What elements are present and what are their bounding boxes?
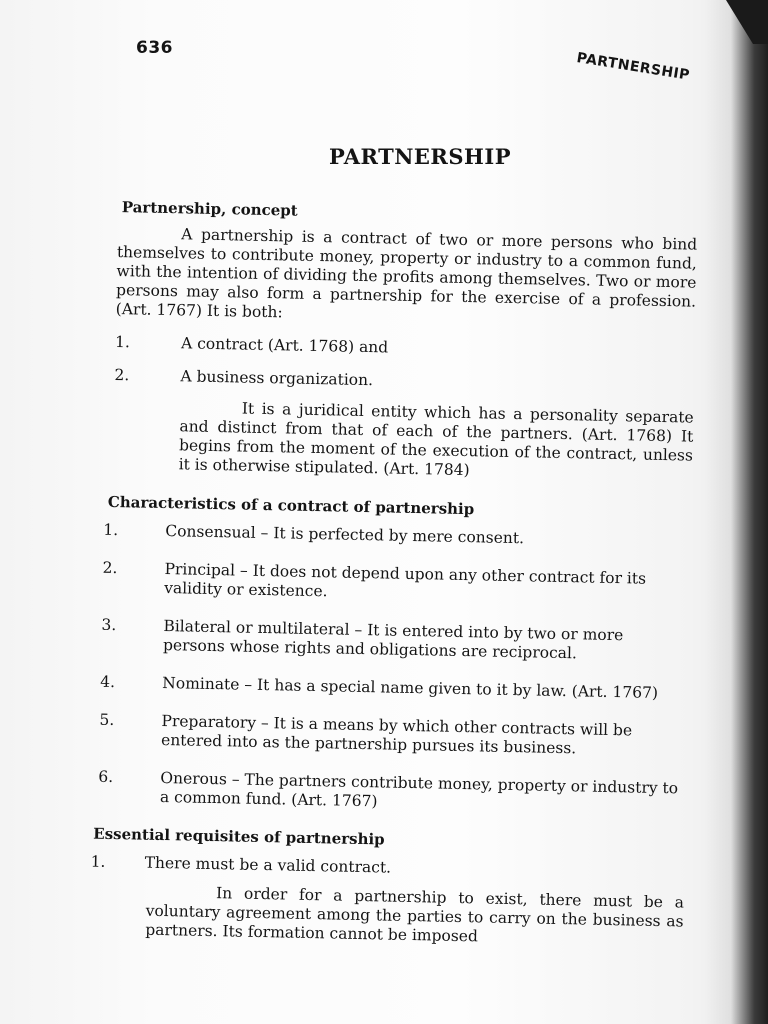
characteristics-list	[98, 521, 692, 818]
list-number: 1.	[90, 852, 106, 871]
list-text: A business organization.	[180, 367, 374, 390]
chapter-title: PARTNERSHIP	[328, 144, 512, 169]
list-item	[99, 711, 688, 761]
list-item	[101, 616, 690, 666]
page-number: 636	[136, 38, 173, 58]
concept-paragraph: A partnership is a contract of two or more persons who bind themselves to contribute money, property or industry to a common fund, with the intention of dividing the profits among themselves. Two or more persons may also form a partnership for the exercise of a profession. (Art. 1767) It is both:	[115, 225, 698, 322]
list-number: 4.	[100, 672, 116, 692]
section-heading-requisites: Essential requisites of partnership	[93, 824, 385, 849]
list-text: Preparatory – It is a means by which other contracts will be entered into as the partnership pursues its business.	[160, 711, 633, 758]
list-number: 2.	[102, 558, 118, 578]
valid-contract-paragraph: In order for a partnership to exist, there must be a voluntary agreement among the parties to carry on the business as partners. Its formation cannot be imposed	[145, 884, 685, 946]
list-text: Principal – It does not depend upon any other contract for its validity or existence.	[164, 560, 647, 601]
list-text: A contract (Art. 1768) and	[180, 334, 389, 357]
list-item	[98, 768, 687, 818]
list-number: 1.	[103, 520, 119, 540]
page-body	[90, 198, 698, 950]
section-heading-characteristics: Characteristics of a contract of partnership	[107, 492, 475, 519]
list-text: Nominate – It has a special name given to it by law. (Art. 1767)	[162, 673, 659, 702]
section-heading-concept: Partnership, concept	[121, 198, 298, 220]
list-item	[100, 673, 688, 704]
list-item	[103, 521, 691, 552]
list-number: 3.	[101, 615, 117, 635]
list-number: 5.	[99, 710, 115, 730]
list-number: 1.	[114, 332, 131, 352]
list-item	[90, 853, 684, 884]
list-text: There must be a valid contract.	[144, 853, 392, 877]
running-header: PARTNERSHIP	[575, 50, 691, 84]
list-item	[115, 333, 695, 364]
list-item	[102, 559, 691, 609]
list-item	[114, 366, 694, 397]
list-number: 2.	[114, 365, 130, 385]
list-text: Bilateral or multilateral – It is entered into by two or more persons whose rights and obligations are reciprocal.	[162, 616, 624, 663]
juridical-entity-paragraph: It is a juridical entity which has a personality separate and distinct from that of each of the partners. (Art. 1768) It begins from the moment of the execution of the contract, unless it is otherwise stipulated. (Art. 1784)	[178, 399, 694, 480]
list-text: Consensual – It is perfected by mere consent.	[165, 522, 525, 548]
list-text: Onerous – The partners contribute money, property or industry to a common fund. (Art. 1767)	[159, 768, 679, 811]
list-number: 6.	[98, 767, 114, 787]
requisites-list	[89, 853, 685, 951]
